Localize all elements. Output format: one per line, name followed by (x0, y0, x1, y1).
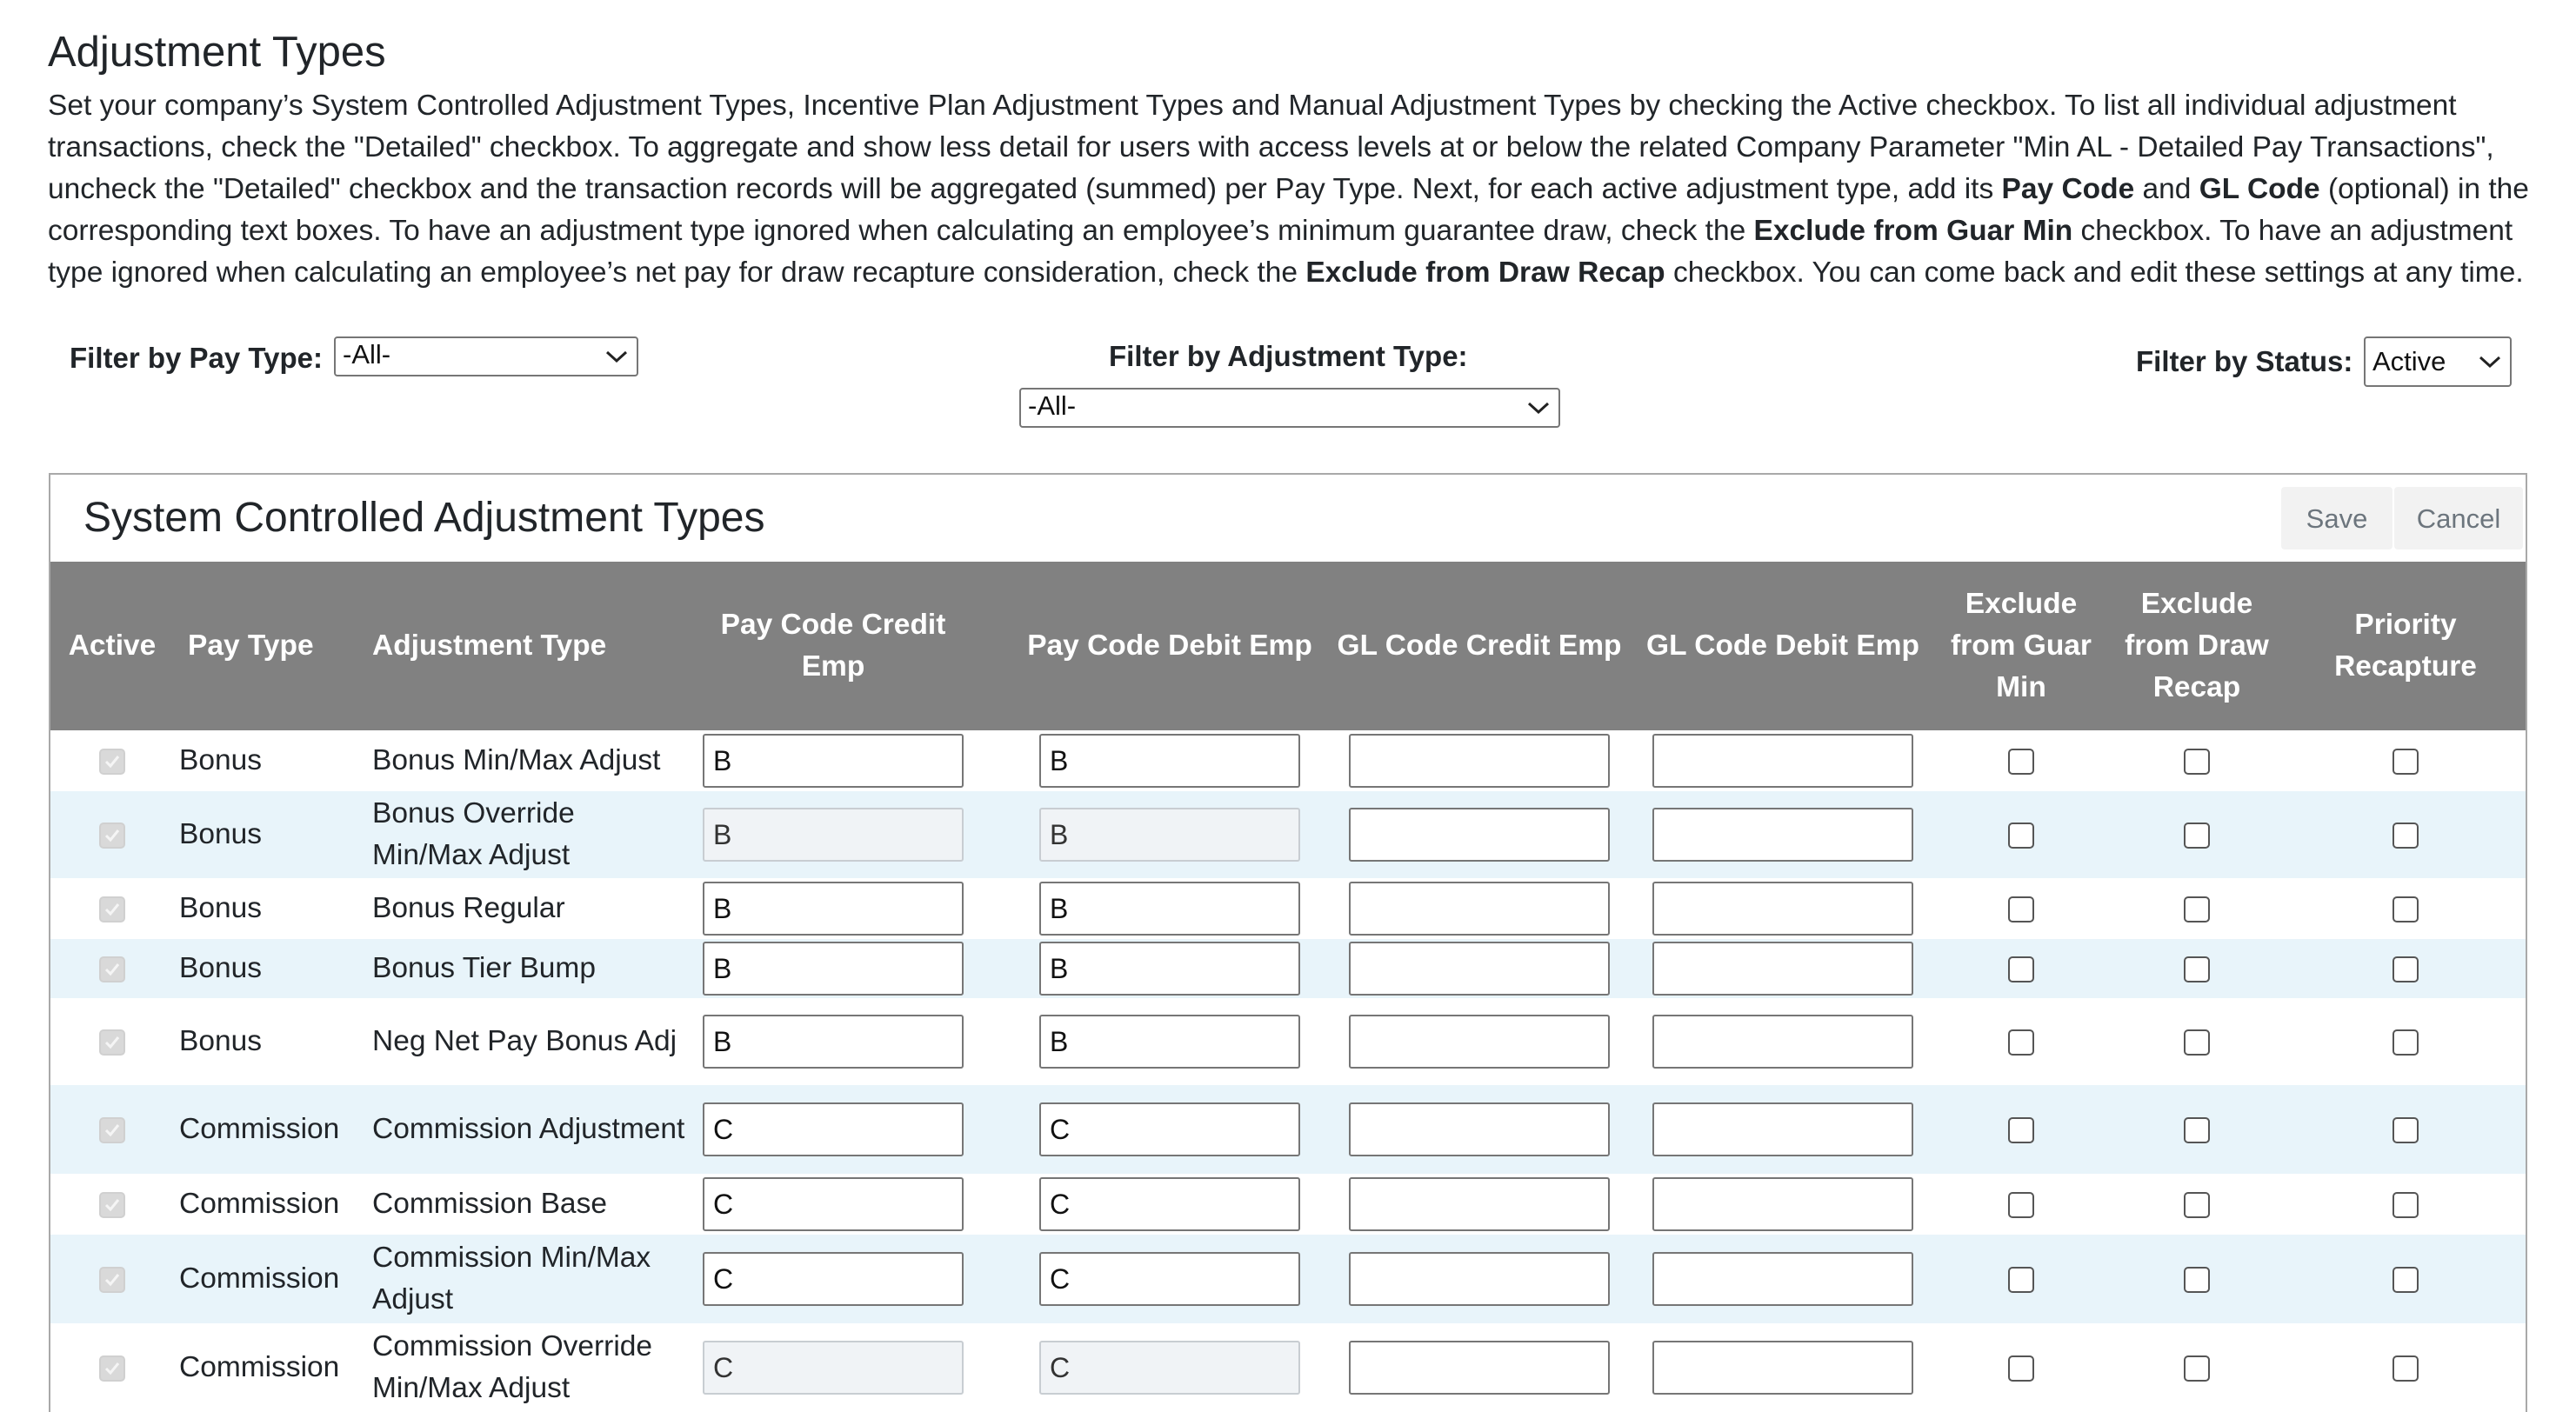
gl-code-credit-cell (1327, 730, 1632, 791)
pay-code-debit-cell (1012, 1323, 1327, 1412)
pay-code-debit-cell (1012, 1085, 1327, 1174)
pay-code-credit-cell (697, 998, 1012, 1085)
save-button[interactable]: Save (2281, 487, 2392, 549)
gl-code-debit-cell (1632, 730, 1934, 791)
pay-code-credit-input[interactable] (703, 1341, 964, 1395)
exclude-draw-recap-checkbox[interactable] (2184, 749, 2210, 775)
adjustment-type-cell: Commission Adjustment (367, 1085, 697, 1174)
pay-type-cell: Commission (174, 1174, 367, 1235)
gl-code-debit-input[interactable] (1652, 734, 1913, 788)
gl-code-debit-input[interactable] (1652, 1252, 1913, 1306)
pay-type-cell: Bonus (174, 730, 367, 791)
priority-recapture-cell (2286, 1323, 2526, 1412)
pay-code-debit-input[interactable] (1039, 808, 1300, 862)
exclude-draw-recap-checkbox[interactable] (2184, 1192, 2210, 1218)
exclude-guar-min-checkbox[interactable] (2008, 1029, 2034, 1056)
priority-recapture-checkbox[interactable] (2392, 1267, 2419, 1293)
pay-code-credit-input[interactable] (703, 1102, 964, 1156)
pay-code-credit-input[interactable] (703, 1177, 964, 1231)
pay-type-cell: Bonus (174, 998, 367, 1085)
exclude-guar-min-checkbox[interactable] (2008, 1117, 2034, 1143)
filter-pay-type-label: Filter by Pay Type: (70, 342, 323, 374)
exclude-guar-min-cell (1934, 1174, 2108, 1235)
pay-code-credit-cell (697, 1085, 1012, 1174)
gl-code-credit-input[interactable] (1349, 882, 1610, 936)
exclude-guar-min-checkbox[interactable] (2008, 1355, 2034, 1382)
pay-code-debit-input[interactable] (1039, 734, 1300, 788)
gl-code-debit-cell (1632, 998, 1934, 1085)
gl-code-credit-input[interactable] (1349, 1341, 1610, 1395)
pay-code-debit-input[interactable] (1039, 1177, 1300, 1231)
pay-code-credit-cell (697, 939, 1012, 998)
exclude-guar-min-cell (1934, 998, 2108, 1085)
priority-recapture-checkbox[interactable] (2392, 1355, 2419, 1382)
priority-recapture-cell (2286, 730, 2526, 791)
adjustment-type-cell: Commission Base (367, 1174, 697, 1235)
exclude-guar-min-checkbox[interactable] (2008, 823, 2034, 849)
gl-code-debit-cell (1632, 1085, 1934, 1174)
filter-adjustment-type-value: -All- (1028, 390, 1077, 421)
pay-type-cell: Bonus (174, 791, 367, 878)
col-header-gl-code-debit: GL Code Debit Emp (1632, 562, 1934, 730)
priority-recapture-cell (2286, 791, 2526, 878)
table-row (50, 998, 2526, 1085)
active-checkbox[interactable] (99, 823, 125, 849)
pay-code-credit-cell (697, 1235, 1012, 1323)
active-checkbox[interactable] (99, 1355, 125, 1382)
gl-code-debit-cell (1632, 878, 1934, 939)
active-cell (50, 1323, 174, 1412)
pay-code-debit-cell (1012, 730, 1327, 791)
priority-recapture-cell (2286, 1085, 2526, 1174)
gl-code-credit-cell (1327, 791, 1632, 878)
page-title: Adjustment Types (48, 29, 386, 76)
gl-code-credit-input[interactable] (1349, 1015, 1610, 1069)
active-checkbox[interactable] (99, 1029, 125, 1056)
adjustment-type-cell: Bonus Override Min/Max Adjust (367, 791, 697, 878)
priority-recapture-cell (2286, 1174, 2526, 1235)
gl-code-debit-cell (1632, 791, 1934, 878)
intro-emphasis: GL Code (2199, 173, 2320, 205)
exclude-guar-min-cell (1934, 1235, 2108, 1323)
pay-code-credit-input[interactable] (703, 882, 964, 936)
pay-code-debit-cell (1012, 1174, 1327, 1235)
chevron-down-icon (605, 350, 628, 363)
pay-code-credit-cell (697, 878, 1012, 939)
exclude-draw-recap-cell (2108, 998, 2286, 1085)
pay-code-credit-cell (697, 1323, 1012, 1412)
cancel-button[interactable]: Cancel (2394, 487, 2523, 549)
gl-code-debit-input[interactable] (1652, 1341, 1913, 1395)
filter-adjustment-type-label: Filter by Adjustment Type: (1109, 340, 1468, 372)
adjustment-type-cell: Bonus Min/Max Adjust (367, 730, 697, 791)
filter-pay-type-select[interactable] (334, 336, 638, 376)
table-row (50, 1235, 2526, 1323)
exclude-draw-recap-checkbox[interactable] (2184, 1355, 2210, 1382)
exclude-draw-recap-checkbox[interactable] (2184, 1029, 2210, 1056)
filter-status-value: Active (2372, 346, 2446, 376)
col-header-gl-code-credit: GL Code Credit Emp (1327, 562, 1632, 730)
active-checkbox[interactable] (99, 896, 125, 922)
pay-code-debit-cell (1012, 939, 1327, 998)
col-header-pay-type: Pay Type (174, 562, 367, 730)
chevron-down-icon (2479, 355, 2501, 369)
pay-code-credit-input[interactable] (703, 1015, 964, 1069)
exclude-guar-min-cell (1934, 730, 2108, 791)
priority-recapture-cell (2286, 939, 2526, 998)
gl-code-debit-cell (1632, 1174, 1934, 1235)
col-header-pay-code-credit (697, 562, 1012, 730)
priority-recapture-checkbox[interactable] (2392, 1029, 2419, 1056)
priority-recapture-cell (2286, 878, 2526, 939)
exclude-guar-min-checkbox[interactable] (2008, 749, 2034, 775)
table-row (50, 1085, 2526, 1174)
table-row (50, 730, 2526, 791)
exclude-guar-min-checkbox[interactable] (2008, 1267, 2034, 1293)
col-header-pay-code-credit-text: Pay Code Credit Emp (720, 609, 946, 683)
priority-recapture-cell (2286, 1235, 2526, 1323)
pay-code-debit-input[interactable] (1039, 882, 1300, 936)
gl-code-credit-cell (1327, 998, 1632, 1085)
pay-type-cell: Commission (174, 1085, 367, 1174)
adjustment-type-cell: Bonus Tier Bump (367, 939, 697, 998)
priority-recapture-checkbox[interactable] (2392, 956, 2419, 982)
adjustment-type-cell: Commission Override Min/Max Adjust (367, 1323, 697, 1412)
adjustment-type-cell: Bonus Regular (367, 878, 697, 939)
active-cell (50, 1235, 174, 1323)
active-cell (50, 730, 174, 791)
col-header-pay-code-debit: Pay Code Debit Emp (1012, 562, 1327, 730)
active-checkbox[interactable] (99, 749, 125, 775)
pay-code-credit-input[interactable] (703, 942, 964, 996)
intro-paragraph (48, 85, 2535, 294)
col-header-exclude-guar-min: Exclude from Guar Min (1934, 562, 2108, 730)
active-checkbox[interactable] (99, 956, 125, 982)
active-cell (50, 1174, 174, 1235)
pay-code-debit-input[interactable] (1039, 1341, 1300, 1395)
exclude-guar-min-cell (1934, 791, 2108, 878)
pay-type-cell: Bonus (174, 939, 367, 998)
pay-code-credit-input[interactable] (703, 1252, 964, 1306)
system-controlled-adjustments-panel (49, 473, 2527, 1412)
panel-title: System Controlled Adjustment Types (83, 495, 765, 541)
gl-code-credit-input[interactable] (1349, 942, 1610, 996)
gl-code-debit-input[interactable] (1652, 808, 1913, 862)
table-row (50, 939, 2526, 998)
gl-code-credit-cell (1327, 878, 1632, 939)
intro-text: and (2134, 173, 2199, 205)
gl-code-credit-cell (1327, 1235, 1632, 1323)
gl-code-credit-input[interactable] (1349, 734, 1610, 788)
pay-code-debit-input[interactable] (1039, 1015, 1300, 1069)
gl-code-credit-input[interactable] (1349, 1102, 1610, 1156)
exclude-guar-min-cell (1934, 1323, 2108, 1412)
col-header-exclude-draw-recap: Exclude from Draw Recap (2108, 562, 2286, 730)
gl-code-debit-cell (1632, 1235, 1934, 1323)
gl-code-debit-cell (1632, 939, 1934, 998)
chevron-down-icon (1527, 401, 1550, 415)
filter-pay-type-value: -All- (343, 339, 391, 370)
exclude-guar-min-cell (1934, 878, 2108, 939)
filter-status-label: Filter by Status: (2136, 345, 2353, 377)
exclude-draw-recap-checkbox[interactable] (2184, 1117, 2210, 1143)
exclude-draw-recap-cell (2108, 1085, 2286, 1174)
gl-code-credit-input[interactable] (1349, 808, 1610, 862)
adjustment-type-cell: Neg Net Pay Bonus Adj (367, 998, 697, 1085)
pay-code-debit-cell (1012, 878, 1327, 939)
priority-recapture-checkbox[interactable] (2392, 749, 2419, 775)
priority-recapture-checkbox[interactable] (2392, 823, 2419, 849)
gl-code-credit-cell (1327, 1174, 1632, 1235)
exclude-draw-recap-checkbox[interactable] (2184, 1267, 2210, 1293)
exclude-guar-min-cell (1934, 939, 2108, 998)
gl-code-credit-input[interactable] (1349, 1252, 1610, 1306)
gl-code-credit-cell (1327, 1085, 1632, 1174)
active-checkbox[interactable] (99, 1117, 125, 1143)
gl-code-debit-cell (1632, 1323, 1934, 1412)
intro-text: Set your company’s System Controlled Adjustment Types, Incentive Plan Adjustment Types and Manual Adjustment Types by checking the Active checkbox. To list all individual adjustment transactions, check the "Detailed" checkbox. To aggregate and show less detail for users with access levels at or below the related Company Parameter "Min AL - Detailed Pay Transactions", uncheck the "Detailed" checkbox and the transaction records will be aggregated (summed) per Pay Type. Next, for each active adjustment type, add its (48, 90, 2494, 205)
priority-recapture-checkbox[interactable] (2392, 1192, 2419, 1218)
gl-code-credit-cell (1327, 939, 1632, 998)
exclude-guar-min-cell (1934, 1085, 2108, 1174)
priority-recapture-cell (2286, 998, 2526, 1085)
pay-code-credit-input[interactable] (703, 808, 964, 862)
active-cell (50, 791, 174, 878)
priority-recapture-checkbox[interactable] (2392, 896, 2419, 922)
exclude-draw-recap-checkbox[interactable] (2184, 896, 2210, 922)
filter-status-select[interactable] (2364, 336, 2512, 387)
pay-code-debit-input[interactable] (1039, 1102, 1300, 1156)
exclude-draw-recap-cell (2108, 1323, 2286, 1412)
exclude-guar-min-checkbox[interactable] (2008, 1192, 2034, 1218)
col-header-adjustment-type: Adjustment Type (367, 562, 697, 730)
pay-code-credit-cell (697, 791, 1012, 878)
intro-emphasis: Pay Code (2001, 173, 2135, 205)
exclude-draw-recap-checkbox[interactable] (2184, 956, 2210, 982)
priority-recapture-checkbox[interactable] (2392, 1117, 2419, 1143)
exclude-draw-recap-cell (2108, 878, 2286, 939)
gl-code-credit-input[interactable] (1349, 1177, 1610, 1231)
pay-code-debit-input[interactable] (1039, 942, 1300, 996)
exclude-draw-recap-cell (2108, 1174, 2286, 1235)
table-row (50, 1323, 2526, 1412)
pay-code-credit-cell (697, 1174, 1012, 1235)
gl-code-debit-input[interactable] (1652, 1015, 1913, 1069)
pay-code-debit-input[interactable] (1039, 1252, 1300, 1306)
gl-code-credit-cell (1327, 1323, 1632, 1412)
active-cell (50, 1085, 174, 1174)
gl-code-debit-input[interactable] (1652, 1177, 1913, 1231)
exclude-draw-recap-cell (2108, 939, 2286, 998)
active-checkbox[interactable] (99, 1267, 125, 1293)
table-row (50, 791, 2526, 878)
table-row (50, 878, 2526, 939)
adjustment-types-table (50, 562, 2526, 1412)
gl-code-debit-input[interactable] (1652, 882, 1913, 936)
exclude-draw-recap-checkbox[interactable] (2184, 823, 2210, 849)
gl-code-debit-input[interactable] (1652, 942, 1913, 996)
adjustment-type-cell: Commission Min/Max Adjust (367, 1235, 697, 1323)
active-cell (50, 998, 174, 1085)
pay-type-cell: Bonus (174, 878, 367, 939)
pay-code-credit-input[interactable] (703, 734, 964, 788)
active-cell (50, 939, 174, 998)
table-header-row (50, 562, 2526, 730)
pay-code-debit-cell (1012, 791, 1327, 878)
pay-code-credit-cell (697, 730, 1012, 791)
pay-code-debit-cell (1012, 998, 1327, 1085)
intro-text: checkbox. You can come back and edit these settings at any time. (1665, 256, 2524, 289)
pay-type-cell: Commission (174, 1235, 367, 1323)
exclude-draw-recap-cell (2108, 1235, 2286, 1323)
pay-code-debit-cell (1012, 1235, 1327, 1323)
intro-text: (optional) in the corresponding text boxes. To have an adjustment type ignored when calculating an employee’s minimum guarantee draw, check the (48, 173, 2529, 247)
exclude-draw-recap-cell (2108, 791, 2286, 878)
active-checkbox[interactable] (99, 1192, 125, 1218)
intro-text: checkbox. To have an adjustment type ignored when calculating an employee’s net pay for draw recapture consideration, check the (48, 215, 2513, 289)
active-cell (50, 878, 174, 939)
col-header-active: Active (50, 562, 174, 730)
col-header-priority-recapture: Priority Recapture (2286, 562, 2526, 730)
intro-emphasis: Exclude from Draw Recap (1305, 256, 1665, 289)
gl-code-debit-input[interactable] (1652, 1102, 1913, 1156)
filter-adjustment-type-select[interactable] (1019, 388, 1560, 428)
pay-type-cell: Commission (174, 1323, 367, 1412)
exclude-guar-min-checkbox[interactable] (2008, 956, 2034, 982)
table-row (50, 1174, 2526, 1235)
exclude-draw-recap-cell (2108, 730, 2286, 791)
intro-emphasis: Exclude from Guar Min (1753, 215, 2073, 247)
exclude-guar-min-checkbox[interactable] (2008, 896, 2034, 922)
